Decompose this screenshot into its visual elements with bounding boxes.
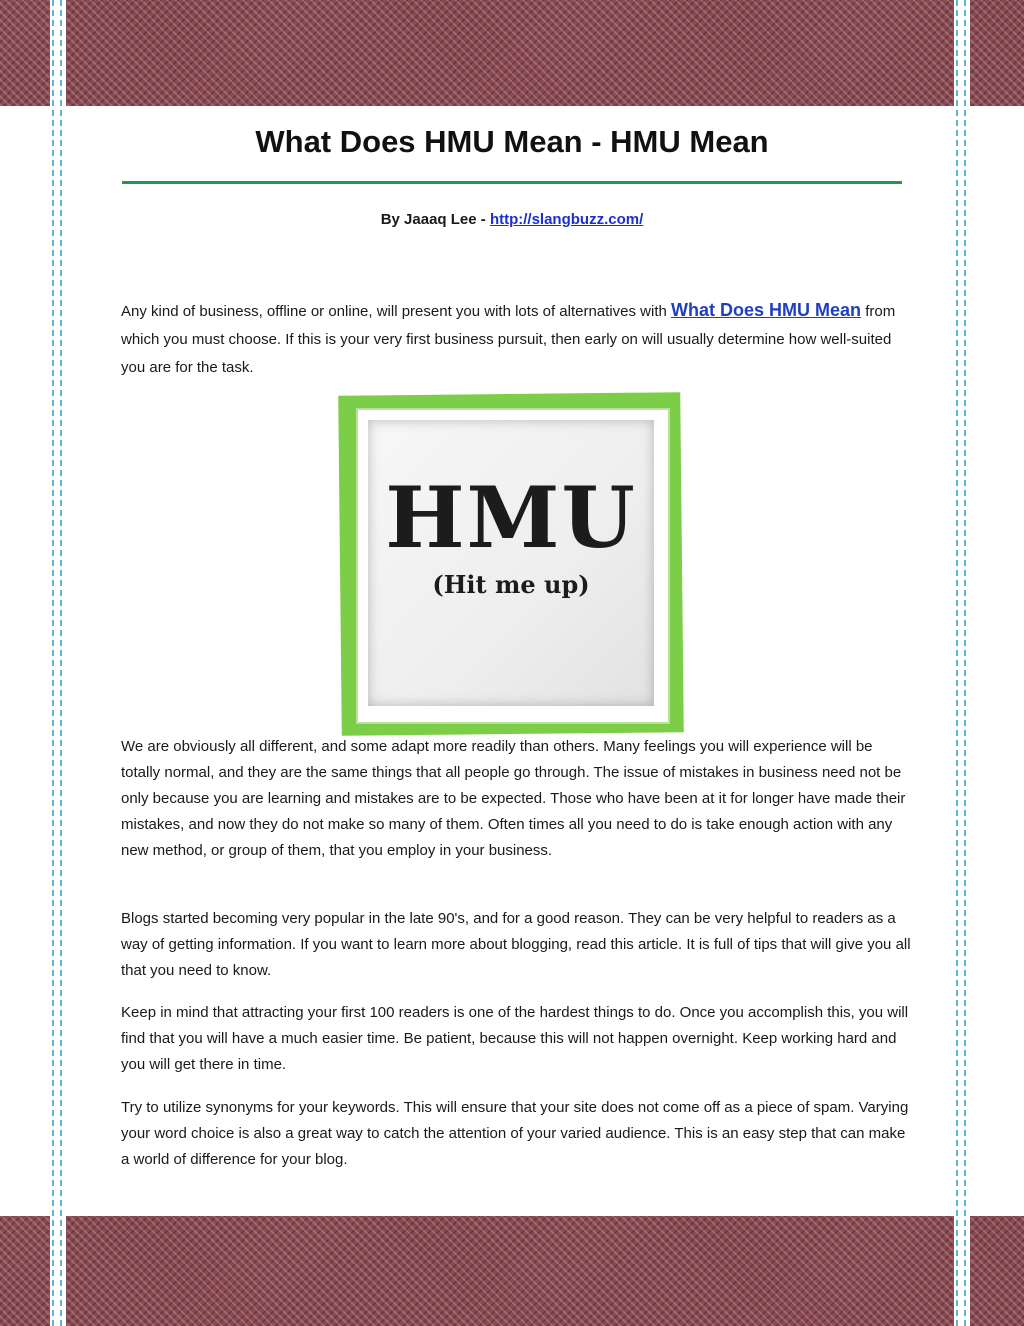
title-divider <box>122 181 902 184</box>
left-dashed-rail <box>50 0 66 1326</box>
body-paragraph-2: Blogs started becoming very popular in the late 90's, and for a good reason. They can be very helpful to readers as a way of getting information. If you want to learn more about blogging, read this article. It is full of tips that will give you all that you need to know. <box>121 910 911 979</box>
body-paragraph-1: We are obviously all different, and some adapt more readily than others. Many feelings you will experience will be totally normal, and they are the same things that all people go through. The issue of mistakes in business need not be only because you are learning and mistakes are to be expected. Those who have been at it for longer have made their mistakes, and now they do not make so many of them. Often times all you need to do is take enough action with any new method, or group of them, that you employ in your business. <box>121 738 906 859</box>
decorative-bottom-band <box>0 1216 1024 1326</box>
body-paragraph-3: Keep in mind that attracting your first 100 readers is one of the hardest things to do. Once you accomplish this, you will find that you will have a much easier time. Be patient, because this will not happen overnight. Keep working hard and you will get there in time. <box>121 1004 909 1073</box>
image-headline: HMU <box>385 468 637 567</box>
intro-text-after: from which you must choose. If this is your very first business pursuit, then early on will usually determine how well-suited you are for the task. <box>121 303 896 376</box>
hmu-image <box>340 394 682 734</box>
byline-link[interactable]: http://slangbuzz.com/ <box>489 211 644 228</box>
intro-text-before: Any kind of business, offline or online, will present you with lots of alternatives with <box>121 303 672 320</box>
body-paragraph-4: Try to utilize synonyms for your keywords. This will ensure that your site does not come off as a piece of spam. Varying your word choice is also a great way to catch the attention of your varied audience. This is an easy step that can make a world of difference for your blog. <box>121 1099 909 1168</box>
image-subline: (Hit me up) <box>432 570 590 599</box>
byline <box>0 211 1024 228</box>
right-dashed-rail <box>954 0 970 1326</box>
intro-paragraph <box>121 296 911 382</box>
keyword-link[interactable]: What Does HMU Mean <box>671 300 862 320</box>
decorative-top-band <box>0 0 1024 106</box>
byline-author: By Jaaaq Lee - <box>380 211 490 228</box>
page-title: What Does HMU Mean - HMU Mean <box>255 124 769 159</box>
